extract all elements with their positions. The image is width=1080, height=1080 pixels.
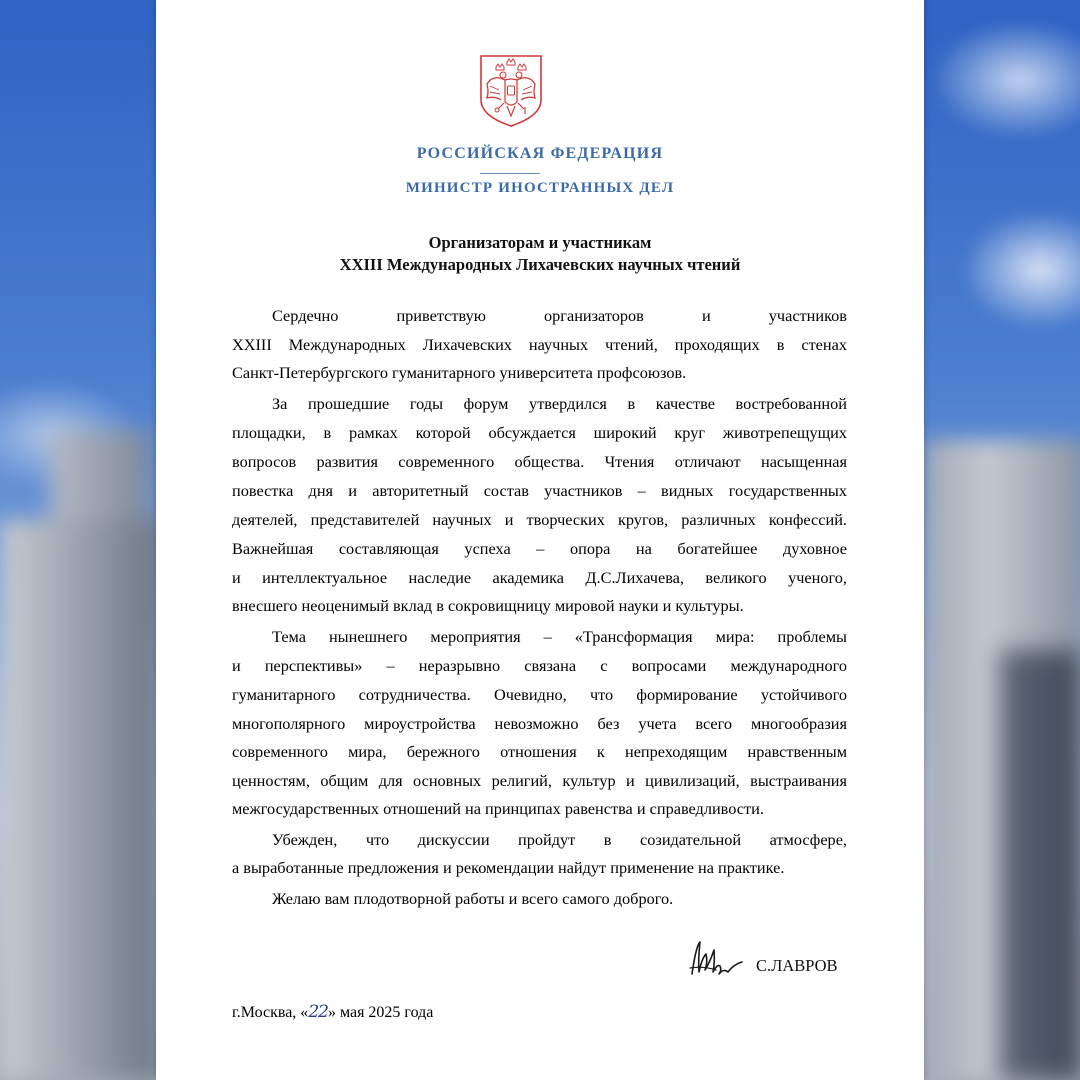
office-title: МИНИСТР ИНОСТРАННЫХ ДЕЛ: [405, 180, 675, 196]
body-line: Убежден, что дискуссии пройдут в созидательной атмосфере,: [272, 830, 847, 849]
background-cloud: [930, 20, 1080, 140]
background-building: [0, 520, 160, 1080]
body-line: Тема нынешнего мероприятия – «Трансформация мира: проблемы: [272, 627, 847, 646]
body-line: многополярного мироустройства невозможно без учета всего многообразия: [232, 714, 847, 733]
body-line: вопросов развития современного общества. Чтения отличают насыщенная: [232, 452, 847, 471]
body-line: площадки, в рамках которой обсуждается широкий круг животрепещущих: [232, 423, 847, 442]
body-line: ценностям, общим для основных религий, культур и цивилизаций, выстраивания: [232, 771, 847, 790]
body-line: межгосударственных отношений на принципах равенства и справедливости.: [232, 799, 764, 818]
body-line: Важнейшая составляющая успеха – опора на богатейшее духовное: [232, 539, 847, 558]
body-line: Санкт-Петербургского гуманитарного университета профсоюзов.: [232, 363, 687, 382]
body-line: XXIII Международных Лихачевских научных чтений, проходящих в стенах: [232, 335, 847, 354]
body-line: и интеллектуальное наследие академика Д.С.Лихачева, великого ученого,: [232, 568, 847, 587]
handwritten-day: 22: [308, 1002, 328, 1022]
body-line: повестка дня и авторитетный состав участников – видных государственных: [232, 481, 847, 500]
body-line: и перспективы» – неразрывно связана с вопросами международного: [232, 656, 847, 675]
coat-of-arms-icon: [479, 54, 543, 128]
place-prefix: г.Москва, «: [232, 1004, 309, 1021]
signatory-name: С.ЛАВРОВ: [756, 956, 838, 975]
body-line: Желаю вам плодотворной работы и всего самого доброго.: [272, 889, 674, 908]
body-line: современного мира, бережного отношения к непреходящим нравственным: [232, 742, 847, 761]
body-line: деятелей, представителей научных и творческих кругов, различных конфессий.: [232, 510, 847, 529]
addressee-line-2: XXIII Международных Лихачевских научных чтений: [339, 255, 741, 274]
body-line: Сердечно приветствую организаторов и участников: [272, 306, 847, 325]
date-suffix: » мая 2025 года: [327, 1004, 434, 1021]
body-line: За прошедшие годы форум утвердился в качестве востребованной: [272, 394, 847, 413]
addressee-line-1: Организаторам и участникам: [428, 233, 652, 252]
header-divider: [480, 173, 540, 174]
handwritten-signature: [686, 936, 748, 982]
country-title: РОССИЙСКАЯ ФЕДЕРАЦИЯ: [416, 145, 664, 162]
body-line: гуманитарного сотрудничества. Очевидно, что формирование устойчивого: [232, 685, 847, 704]
place-and-date: [232, 1002, 433, 1022]
background-building: [1000, 650, 1080, 1080]
body-line: внесшего неоценимый вклад в сокровищницу мировой науки и культуры.: [232, 596, 744, 615]
body-line: а выработанные предложения и рекомендации найдут применение на практике.: [232, 858, 785, 877]
